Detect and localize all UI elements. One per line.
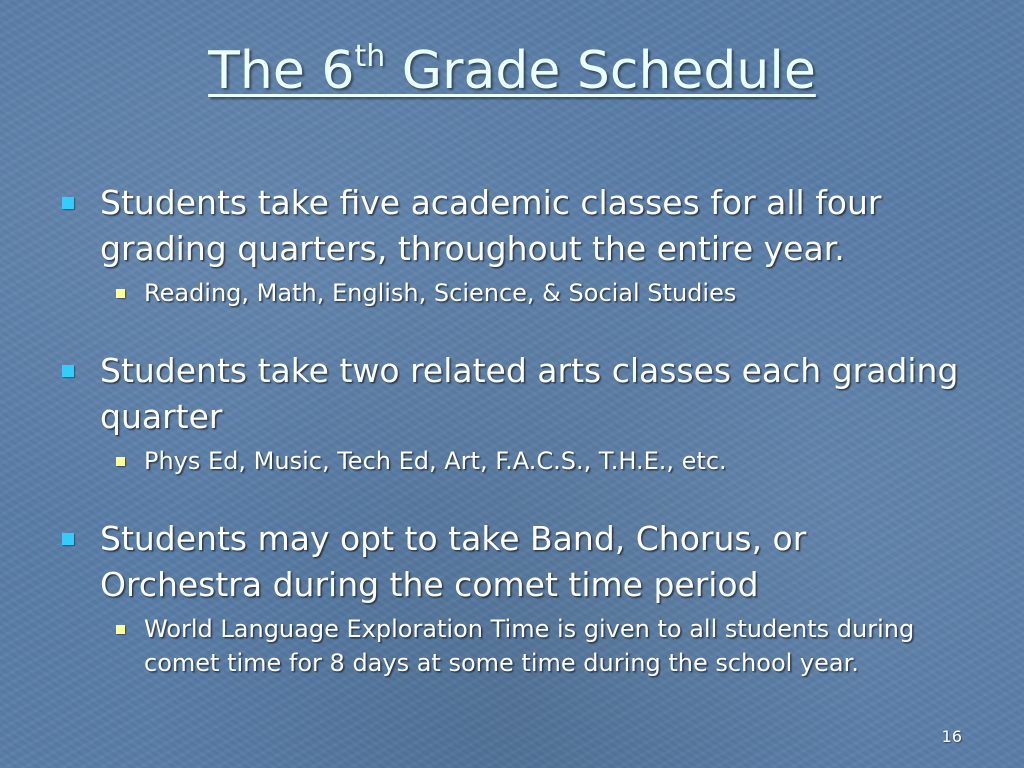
bullet-item xyxy=(60,348,960,440)
spacer xyxy=(60,310,960,348)
bullet-item xyxy=(60,516,960,608)
square-bullet-icon xyxy=(62,197,74,209)
square-bullet-icon xyxy=(116,457,125,466)
title-prefix: The 6 xyxy=(208,41,355,101)
square-bullet-icon xyxy=(116,289,125,298)
square-bullet-icon xyxy=(62,365,74,377)
page-number: 16 xyxy=(941,727,962,746)
sub-bullet-text: World Language Exploration Time is given to all students during comet time for 8 days at some time during the school year. xyxy=(144,615,915,677)
square-bullet-icon xyxy=(116,625,125,634)
bullet-text: Students take two related arts classes each grading quarter xyxy=(100,351,959,436)
sub-bullet-item xyxy=(100,444,960,478)
slide-title xyxy=(0,40,1024,102)
spacer xyxy=(60,478,960,516)
bullet-text: Students take five academic classes for all four grading quarters, throughout the entire year. xyxy=(100,183,882,268)
sub-bullet-item xyxy=(100,612,960,680)
sub-bullet-item xyxy=(100,276,960,310)
bullet-item xyxy=(60,180,960,272)
square-bullet-icon xyxy=(62,533,74,545)
sub-bullet-text: Phys Ed, Music, Tech Ed, Art, F.A.C.S., T.H.E., etc. xyxy=(144,447,727,475)
slide-title-text xyxy=(208,41,816,101)
slide-content xyxy=(60,180,960,680)
bullet-text: Students may opt to take Band, Chorus, or Orchestra during the comet time period xyxy=(100,519,807,604)
title-superscript: th xyxy=(354,39,386,74)
sub-bullet-text: Reading, Math, English, Science, & Social Studies xyxy=(144,279,737,307)
title-suffix: Grade Schedule xyxy=(385,41,816,101)
